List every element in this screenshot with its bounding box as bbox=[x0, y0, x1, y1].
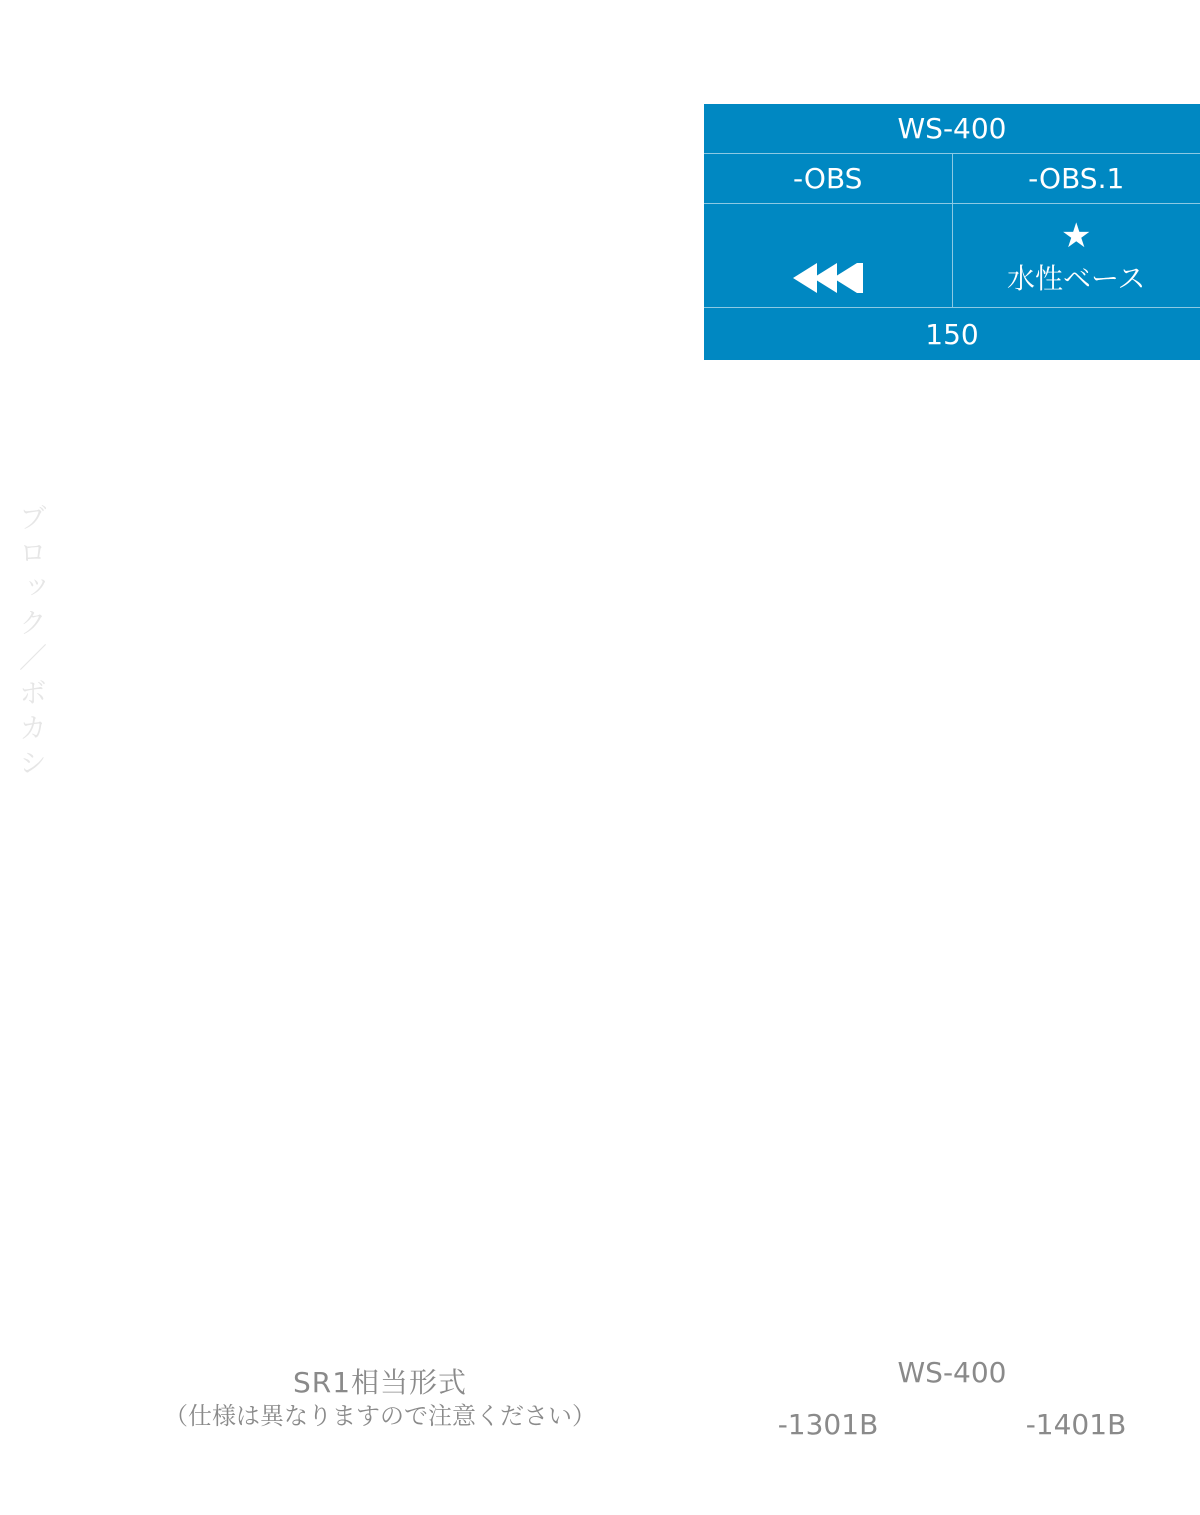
spec-title-row bbox=[704, 104, 1200, 154]
spec-code-right: -OBS.1 bbox=[1028, 162, 1125, 195]
spec-icon-cell-right bbox=[953, 204, 1200, 307]
spec-codes-row bbox=[704, 154, 1200, 204]
format-title: SR1相当形式 bbox=[292, 1366, 468, 1399]
model-block bbox=[704, 1355, 1200, 1455]
spec-quantity: 150 bbox=[925, 317, 979, 351]
model-title: WS-400 bbox=[897, 1356, 1007, 1389]
spec-code-left: -OBS bbox=[704, 154, 953, 203]
side-vertical-label: ブロック／ボカシ bbox=[15, 503, 48, 783]
spec-panel bbox=[704, 104, 1200, 360]
star-icon: ★ bbox=[1061, 215, 1092, 256]
spec-title: WS-400 bbox=[897, 112, 1007, 145]
model-variant-right: -1401B bbox=[1025, 1408, 1127, 1441]
spec-quantity-row bbox=[704, 308, 1200, 360]
format-note: （仕様は異なりますので注意ください） bbox=[164, 1402, 596, 1430]
spec-icon-cell-left bbox=[704, 204, 953, 307]
spec-icons-row bbox=[704, 204, 1200, 308]
format-block bbox=[140, 1365, 620, 1431]
rewind-triangles-icon bbox=[793, 263, 863, 293]
model-variant-left: -1301B bbox=[777, 1408, 879, 1441]
water-base-label: 水性ベース bbox=[1006, 261, 1146, 295]
